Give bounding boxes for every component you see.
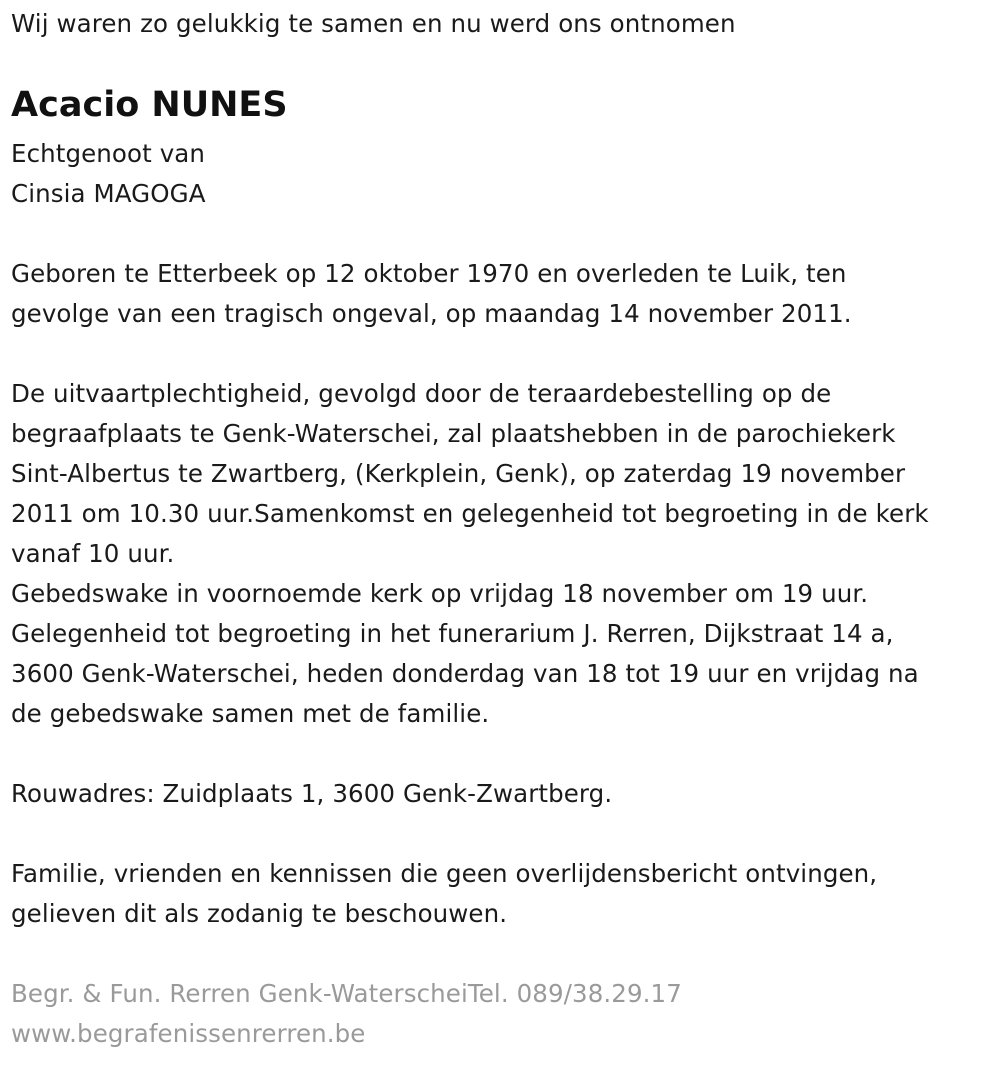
ceremony-line: Sint-Albertus te Zwartberg, (Kerkplein, Genk), op zaterdag 19 november [11, 459, 906, 488]
visitation-line: de gebedswake samen met de familie. [11, 699, 490, 728]
spouse-label: Echtgenoot van [11, 139, 206, 168]
ceremony-line: vanaf 10 uur. [11, 539, 175, 568]
spouse-block [11, 134, 206, 214]
ceremony-line: begraafplaats te Genk-Waterschei, zal plaatshebben in de parochiekerk [11, 419, 896, 448]
ceremony-line: 2011 om 10.30 uur.Samenkomst en gelegenheid tot begroeting in de kerk [11, 499, 929, 528]
mourning-address-line: Rouwadres: Zuidplaats 1, 3600 Genk-Zwartberg. [11, 779, 613, 808]
notice-paragraph [11, 854, 877, 934]
birth-death-paragraph [11, 254, 852, 334]
visitation-line: 3600 Genk-Waterschei, heden donderdag van 18 tot 19 uur en vrijdag na [11, 659, 919, 688]
funeral-home-contact: Begr. & Fun. Rerren Genk-WaterscheiTel. 089/38.29.17 [11, 979, 682, 1008]
notice-line: Familie, vrienden en kennissen die geen overlijdensbericht ontvingen, [11, 859, 878, 888]
motto-text: Wij waren zo gelukkig te samen en nu werd ons ontnomen [11, 9, 736, 38]
funeral-home-footer [11, 974, 682, 1054]
notice-line: gelieven dit als zodanig te beschouwen. [11, 899, 508, 928]
ceremony-paragraph [11, 374, 929, 734]
deceased-name: Acacio NUNES [11, 85, 288, 125]
funeral-home-website: www.begrafenissenrerren.be [11, 1019, 366, 1048]
spouse-name: Cinsia MAGOGA [11, 179, 206, 208]
vigil-line: Gebedswake in voornoemde kerk op vrijdag 18 november om 19 uur. [11, 579, 869, 608]
birth-death-line: Geboren te Etterbeek op 12 oktober 1970 en overleden te Luik, ten [11, 259, 847, 288]
ceremony-line: De uitvaartplechtigheid, gevolgd door de teraardebestelling op de [11, 379, 832, 408]
mourning-address [11, 774, 612, 814]
birth-death-line: gevolge van een tragisch ongeval, op maandag 14 november 2011. [11, 299, 852, 328]
visitation-line: Gelegenheid tot begroeting in het funerarium J. Rerren, Dijkstraat 14 a, [11, 619, 894, 648]
